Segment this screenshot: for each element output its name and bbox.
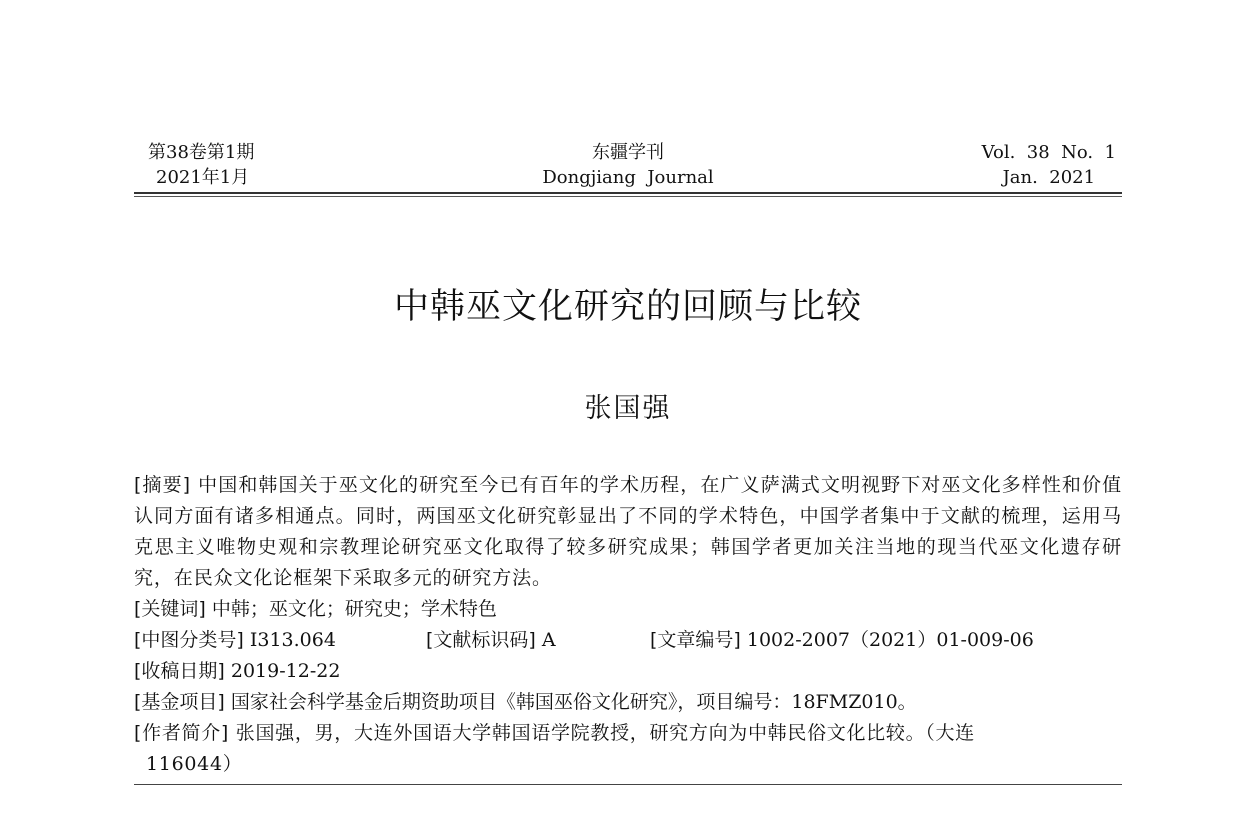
volume-issue-cn: 第38卷第1期: [148, 142, 255, 163]
fund-text: 国家社会科学基金后期资助项目《韩国巫俗文化研究》，项目编号：18FMZ010。: [230, 691, 917, 713]
header-right: [982, 140, 1116, 190]
header-center: [134, 140, 1122, 190]
article-number-field: [650, 625, 1034, 656]
footer-rule: [134, 784, 1122, 785]
abstract-label: [摘要]: [134, 474, 191, 496]
paper-author: 张国强: [584, 393, 672, 424]
fund-label: [基金项目]: [134, 691, 225, 713]
clc-value: I313.064: [249, 629, 336, 651]
abstract-text: 中国和韩国关于巫文化的研究至今已有百年的学术历程，在广义萨满式文明视野下对巫文化多样性和价值认同方面有诸多相通点。同时，两国巫文化研究彰显出了不同的学术特色，中国学者集中于文献的梳理，运用马克思主义唯物史观和宗教理论研究巫文化取得了较多研究成果；韩国学者更加关注当地的现当代巫文化遗存研究，在民众文化论框架下采取多元的研究方法。: [134, 474, 1122, 589]
received-value: 2019-12-22: [230, 660, 341, 682]
received-row: [134, 656, 1122, 687]
paper-metadata: [134, 470, 1122, 780]
journal-name-cn: 东疆学刊: [592, 142, 664, 163]
author-bio-label: [作者简介]: [134, 722, 230, 744]
received-label: [收稿日期]: [134, 660, 225, 682]
classification-row: [134, 625, 1122, 656]
author-bio-text: 张国强，男，大连外国语大学韩国语学院教授，研究方向为中韩民俗文化比较。（大连: [235, 722, 975, 744]
keywords-label: [关键词]: [134, 598, 206, 620]
article-number-value: 1002-2007（2021）01-009-06: [746, 629, 1034, 651]
article-number-label: [文章编号]: [650, 629, 741, 651]
doc-code-label: [文献标识码]: [426, 629, 536, 651]
abstract-block: [134, 470, 1122, 594]
header-rule-thin: [134, 196, 1122, 197]
date-en: Jan. 2021: [1002, 167, 1096, 188]
author-bio-line1: [134, 718, 1122, 749]
doc-code-field: [426, 625, 650, 656]
paper-title: 中韩巫文化研究的回顾与比较: [393, 287, 862, 327]
keywords-text: 中韩；巫文化；研究史；学术特色: [211, 598, 497, 620]
author-bio-block: [134, 718, 1122, 780]
journal-header: [134, 140, 1122, 196]
clc-label: [中图分类号]: [134, 629, 244, 651]
date-cn: 2021年1月: [156, 167, 250, 188]
doc-code-value: A: [541, 629, 556, 651]
fund-row: [134, 687, 1122, 718]
journal-name-en: Dongjiang Journal: [542, 167, 714, 188]
author-bio-line2: 116044）: [146, 753, 243, 775]
volume-issue-en: Vol. 38 No. 1: [981, 142, 1116, 163]
keywords-row: [134, 594, 1122, 625]
clc-field: [134, 625, 426, 656]
header-rule-thick: [134, 192, 1122, 194]
